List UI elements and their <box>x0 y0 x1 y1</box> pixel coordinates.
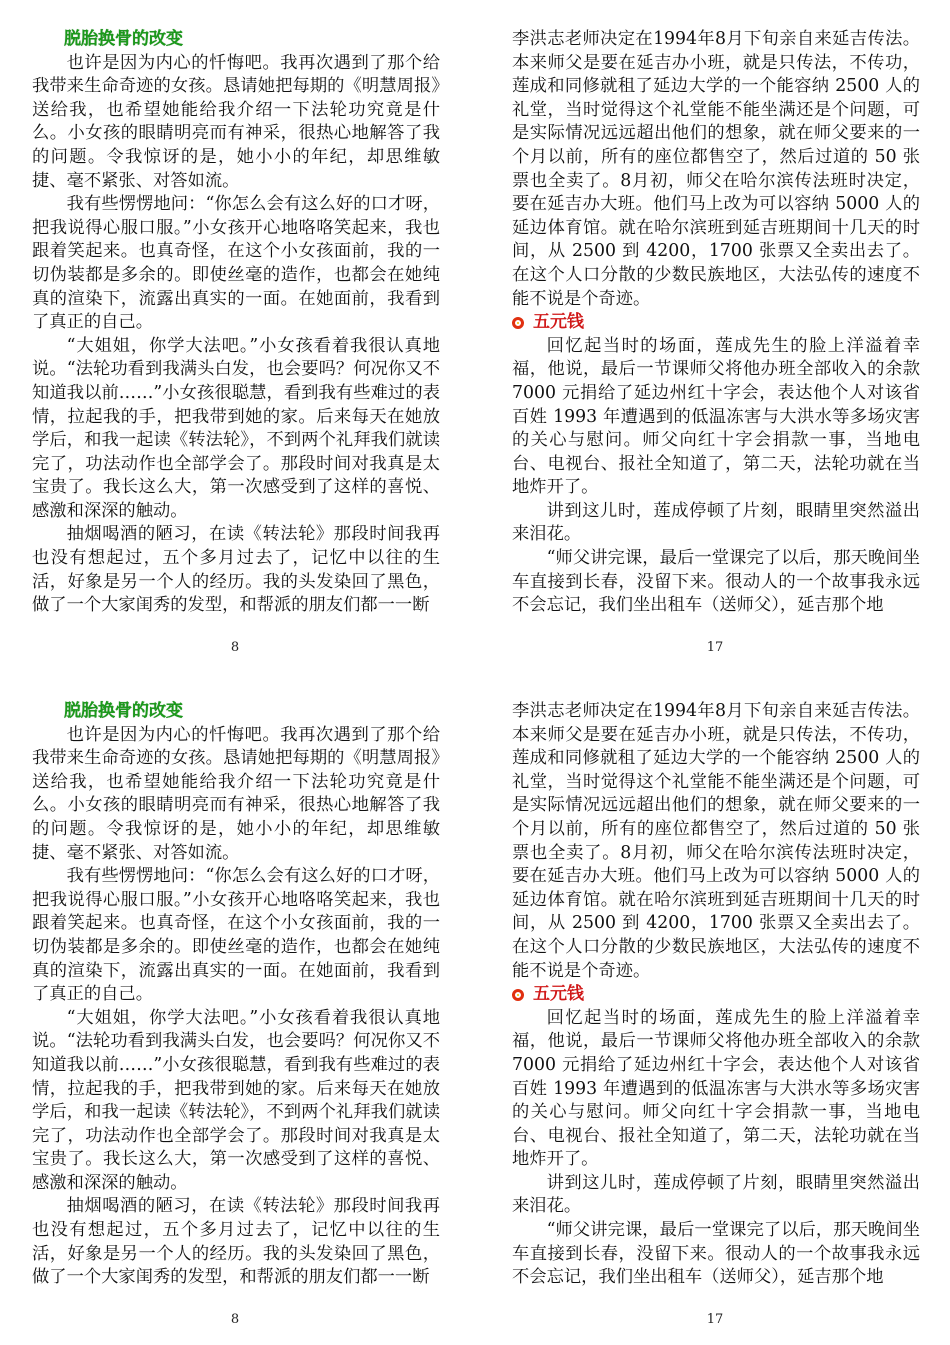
left-column <box>32 28 440 618</box>
paragraph: 我有些愣愣地问：“你怎么会有这么好的口才呀，把我说得心服口服。”小女孩开心地咯咯笑起来，我也跟着笑起来。也真奇怪，在这个小女孩面前，我的一切伪装都是多余的。即使丝毫的造作，也都会在她纯真的渲染下，流露出真实的一面。在她面前，我看到了真正的自己。 <box>32 866 440 1005</box>
paragraph: “大姐姐，你学大法吧。”小女孩看着我很认真地说。“法轮功看到我满头白发，也会要吗？何况你又不知道我以前……”小女孩很聪慧，看到我有些难过的表情，拉起我的手，把我带到她的家。后来每天在她放学后，和我一起读《转法轮》，不到两个礼拜我们就读完了，功法动作也全部学会了。那段时间对我真是太宝贵了。我长这么大，第一次感受到了这样的喜悦、感激和深深的触动。 <box>32 1007 440 1193</box>
paragraph: 讲到这儿时，莲成停顿了片刻，眼睛里突然溢出来泪花。 <box>512 1172 920 1217</box>
paragraph: 李洪志老师决定在1994年8月下旬亲自来延吉传法。本来师父是要在延吉办小班，就是只传法，不传功，莲成和同修就租了延边大学的一个能容纳 2500 人的礼堂，当时觉得这个礼堂能不能坐满还是个问题，可是实际情况远远超出他们的想象，就在师父要来的一个月以前，所有的座位都售空了，然后过道的 50 张票也全卖了。8月初，师父在哈尔滨传法班时决定，要在延吉办大班。他们马上改为可以容纳 5000 人的延边体育馆。就在哈尔滨班到延吉班期间十几天的时间，从 2500 到 4200，1700 张票又全卖出去了。在这个人口分散的少数民族地区，大法弘传的速度不能不说是个奇迹。 <box>512 701 920 981</box>
right-column <box>512 28 920 618</box>
paragraph: 回忆起当时的场面，莲成先生的脸上洋溢着幸福，他说，最后一节课师父将他办班全部收入的余款 7000 元捐给了延边州红十字会，表达他个人对该省百姓 1993 年遭遇到的低温冻害与大洪水等多场灾害的关心与慰问。师父向红十字会捐款一事，当地电台、电视台、报社全知道了，第二天，法轮功就在当地炸开了。 <box>512 335 920 498</box>
paragraph: 我有些愣愣地问：“你怎么会有这么好的口才呀，把我说得心服口服。”小女孩开心地咯咯笑起来，我也跟着笑起来。也真奇怪，在这个小女孩面前，我的一切伪装都是多余的。即使丝毫的造作，也都会在她纯真的渲染下，流露出真实的一面。在她面前，我看到了真正的自己。 <box>32 194 440 333</box>
paragraph: 李洪志老师决定在1994年8月下旬亲自来延吉传法。本来师父是要在延吉办小班，就是只传法，不传功，莲成和同修就租了延边大学的一个能容纳 2500 人的礼堂，当时觉得这个礼堂能不能坐满还是个问题，可是实际情况远远超出他们的想象，就在师父要来的一个月以前，所有的座位都售空了，然后过道的 50 张票也全卖了。8月初，师父在哈尔滨传法班时决定，要在延吉办大班。他们马上改为可以容纳 5000 人的延边体育馆。就在哈尔滨班到延吉班期间十几天的时间，从 2500 到 4200，1700 张票又全卖出去了。在这个人口分散的少数民族地区，大法弘传的速度不能不说是个奇迹。 <box>512 29 920 309</box>
section-heading <box>512 311 920 335</box>
paragraph: 抽烟喝酒的陋习，在读《转法轮》那段时间我再也没有想起过，五个多月过去了，记忆中以往的生活，好象是另一个人的经历。我的头发染回了黑色，做了一个大家闺秀的发型，和帮派的朋友们都一一断 <box>32 524 440 616</box>
paragraph: 也许是因为内心的忏悔吧。我再次遇到了那个给我带来生命奇迹的女孩。恳请她把每期的《明慧周报》送给我，也希望她能给我介绍一下法轮功究竟是什么。小女孩的眼睛明亮而有神采，很热心地解答了我的问题。令我惊讶的是，她小小的年纪，却思维敏捷、毫不紧张、对答如流。 <box>32 724 440 863</box>
section-heading-label: 五元钱 <box>533 984 584 1005</box>
section-title: 脱胎换骨的改变 <box>64 701 183 721</box>
page-number-left: 8 <box>230 1312 240 1327</box>
right-column <box>512 700 920 1290</box>
section-heading-label: 五元钱 <box>533 312 584 333</box>
paragraph: “大姐姐，你学大法吧。”小女孩看着我很认真地说。“法轮功看到我满头白发，也会要吗？何况你又不知道我以前……”小女孩很聪慧，看到我有些难过的表情，拉起我的手，把我带到她的家。后来每天在她放学后，和我一起读《转法轮》，不到两个礼拜我们就读完了，功法动作也全部学会了。那段时间对我真是太宝贵了。我长这么大，第一次感受到了这样的喜悦、感激和深深的触动。 <box>32 335 440 521</box>
paragraph: “师父讲完课，最后一堂课完了以后，那天晚间坐车直接到长春，没留下来。很动人的一个故事我永远不会忘记，我们坐出租车（送师父），延吉那个地 <box>512 1220 920 1288</box>
paragraph: 抽烟喝酒的陋习，在读《转法轮》那段时间我再也没有想起过，五个多月过去了，记忆中以往的生活，好象是另一个人的经历。我的头发染回了黑色，做了一个大家闺秀的发型，和帮派的朋友们都一一断 <box>32 1196 440 1288</box>
ring-bullet-icon <box>512 989 524 1001</box>
paragraph: “师父讲完课，最后一堂课完了以后，那天晚间坐车直接到长春，没留下来。很动人的一个故事我永远不会忘记，我们坐出租车（送师父），延吉那个地 <box>512 548 920 616</box>
page-number-left: 8 <box>230 640 240 655</box>
section-title: 脱胎换骨的改变 <box>64 29 183 49</box>
paragraph: 也许是因为内心的忏悔吧。我再次遇到了那个给我带来生命奇迹的女孩。恳请她把每期的《明慧周报》送给我，也希望她能给我介绍一下法轮功究竟是什么。小女孩的眼睛明亮而有神采，很热心地解答了我的问题。令我惊讶的是，她小小的年纪，却思维敏捷、毫不紧张、对答如流。 <box>32 52 440 191</box>
section-heading <box>512 983 920 1007</box>
ring-bullet-icon <box>512 317 524 329</box>
paragraph: 讲到这儿时，莲成停顿了片刻，眼睛里突然溢出来泪花。 <box>512 500 920 545</box>
sheet-top <box>0 0 950 672</box>
page-number-right: 17 <box>706 1312 724 1327</box>
sheet-bottom <box>0 672 950 1344</box>
paragraph: 回忆起当时的场面，莲成先生的脸上洋溢着幸福，他说，最后一节课师父将他办班全部收入的余款 7000 元捐给了延边州红十字会，表达他个人对该省百姓 1993 年遭遇到的低温冻害与大洪水等多场灾害的关心与慰问。师父向红十字会捐款一事，当地电台、电视台、报社全知道了，第二天，法轮功就在当地炸开了。 <box>512 1007 920 1170</box>
page-number-right: 17 <box>706 640 724 655</box>
left-column <box>32 700 440 1290</box>
